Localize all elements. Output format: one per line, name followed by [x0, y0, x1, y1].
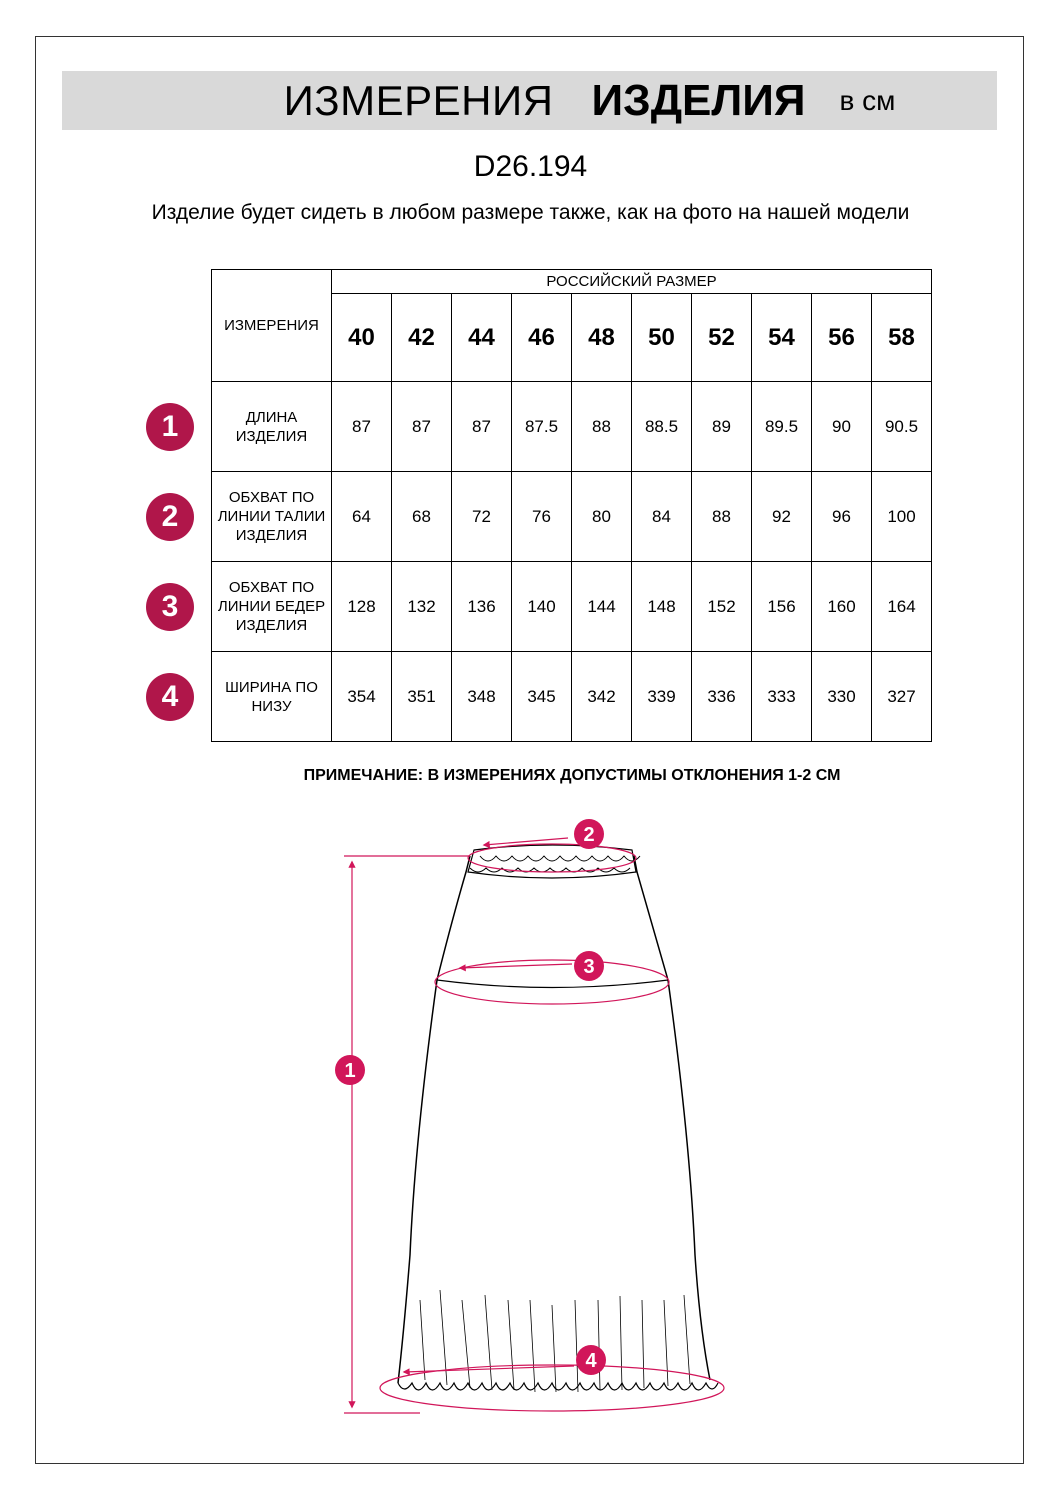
row-number-badge: 3	[146, 583, 194, 631]
table-cell: 136	[452, 562, 512, 652]
size-table-body	[212, 382, 932, 742]
table-cell: 164	[872, 562, 932, 652]
title-bar	[62, 71, 997, 130]
table-cell: 87	[452, 382, 512, 472]
skirt-outline	[398, 845, 718, 1392]
table-cell: 90	[812, 382, 872, 472]
measurement-label: ДЛИНА ИЗДЕЛИЯ	[212, 382, 332, 472]
table-cell: 80	[572, 472, 632, 562]
diagram-marker-4	[576, 1345, 606, 1375]
table-cell: 88	[572, 382, 632, 472]
table-cell: 330	[812, 652, 872, 742]
table-cell: 140	[512, 562, 572, 652]
table-cell: 342	[572, 652, 632, 742]
diagram-marker-2	[574, 819, 604, 849]
table-cell: 89	[692, 382, 752, 472]
size-header-42: 42	[392, 294, 452, 382]
size-header-44: 44	[452, 294, 512, 382]
length-measure	[344, 856, 470, 1413]
table-cell: 87.5	[512, 382, 572, 472]
table-cell: 160	[812, 562, 872, 652]
table-cell: 87	[392, 382, 452, 472]
article-code: D26.194	[473, 150, 588, 183]
table-cell: 351	[392, 652, 452, 742]
tolerance-note: ПРИМЕЧАНИЕ: В ИЗМЕРЕНИЯХ ДОПУСТИМЫ ОТКЛОНЕНИЯ 1-2 СМ	[303, 767, 841, 784]
svg-text:2: 2	[583, 824, 595, 846]
measurement-label: ШИРИНА ПО НИЗУ	[212, 652, 332, 742]
table-cell: 88.5	[632, 382, 692, 472]
title-bold: ИЗДЕЛИЯ	[591, 75, 806, 125]
table-cell: 72	[452, 472, 512, 562]
svg-text:4: 4	[585, 1350, 597, 1372]
row-number-badge: 2	[146, 493, 194, 541]
skirt-diagram	[0, 800, 1061, 1440]
table-cell: 90.5	[872, 382, 932, 472]
table-row	[212, 652, 932, 742]
table-cell: 64	[332, 472, 392, 562]
hip-measure	[435, 960, 669, 1004]
table-cell: 339	[632, 652, 692, 742]
table-cell: 345	[512, 652, 572, 742]
size-table	[211, 269, 932, 742]
fit-subtitle: Изделие будет сидеть в любом размере также, как на фото на нашей модели	[151, 201, 910, 224]
table-cell: 92	[752, 472, 812, 562]
table-row	[212, 562, 932, 652]
table-cell: 152	[692, 562, 752, 652]
row-number-badge: 4	[146, 673, 194, 721]
table-cell: 68	[392, 472, 452, 562]
size-header-56: 56	[812, 294, 872, 382]
table-cell: 348	[452, 652, 512, 742]
table-cell: 76	[512, 472, 572, 562]
table-cell: 336	[692, 652, 752, 742]
svg-text:3: 3	[583, 956, 595, 978]
table-cell: 100	[872, 472, 932, 562]
size-header-54: 54	[752, 294, 812, 382]
table-cell: 354	[332, 652, 392, 742]
diagram-markers	[335, 819, 606, 1375]
diagram-marker-1	[335, 1055, 365, 1085]
measurement-label: ОБХВАТ ПО ЛИНИИ БЕДЕР ИЗДЕЛИЯ	[212, 562, 332, 652]
table-cell: 333	[752, 652, 812, 742]
table-cell: 89.5	[752, 382, 812, 472]
row-number-badge: 1	[146, 403, 194, 451]
size-group-label: РОССИЙСКИЙ РАЗМЕР	[332, 270, 932, 294]
table-cell: 128	[332, 562, 392, 652]
table-cell: 148	[632, 562, 692, 652]
corner-label: ИЗМЕРЕНИЯ	[212, 270, 332, 382]
size-header-46: 46	[512, 294, 572, 382]
measurement-label: ОБХВАТ ПО ЛИНИИ ТАЛИИ ИЗДЕЛИЯ	[212, 472, 332, 562]
svg-text:1: 1	[344, 1060, 356, 1082]
diagram-marker-3	[574, 951, 604, 981]
table-cell: 88	[692, 472, 752, 562]
table-cell: 156	[752, 562, 812, 652]
size-header-40: 40	[332, 294, 392, 382]
waist-measure	[468, 838, 636, 872]
page-title	[62, 71, 997, 130]
size-header-58: 58	[872, 294, 932, 382]
table-cell: 144	[572, 562, 632, 652]
table-cell: 327	[872, 652, 932, 742]
table-cell: 84	[632, 472, 692, 562]
size-header-52: 52	[692, 294, 752, 382]
title-thin: ИЗМЕРЕНИЯ	[283, 76, 554, 124]
hem-measure	[380, 1365, 724, 1411]
table-row	[212, 472, 932, 562]
table-row	[212, 382, 932, 472]
title-unit: в см	[839, 84, 896, 116]
size-header-48: 48	[572, 294, 632, 382]
table-cell: 96	[812, 472, 872, 562]
table-cell: 132	[392, 562, 452, 652]
table-cell: 87	[332, 382, 392, 472]
size-header-50: 50	[632, 294, 692, 382]
